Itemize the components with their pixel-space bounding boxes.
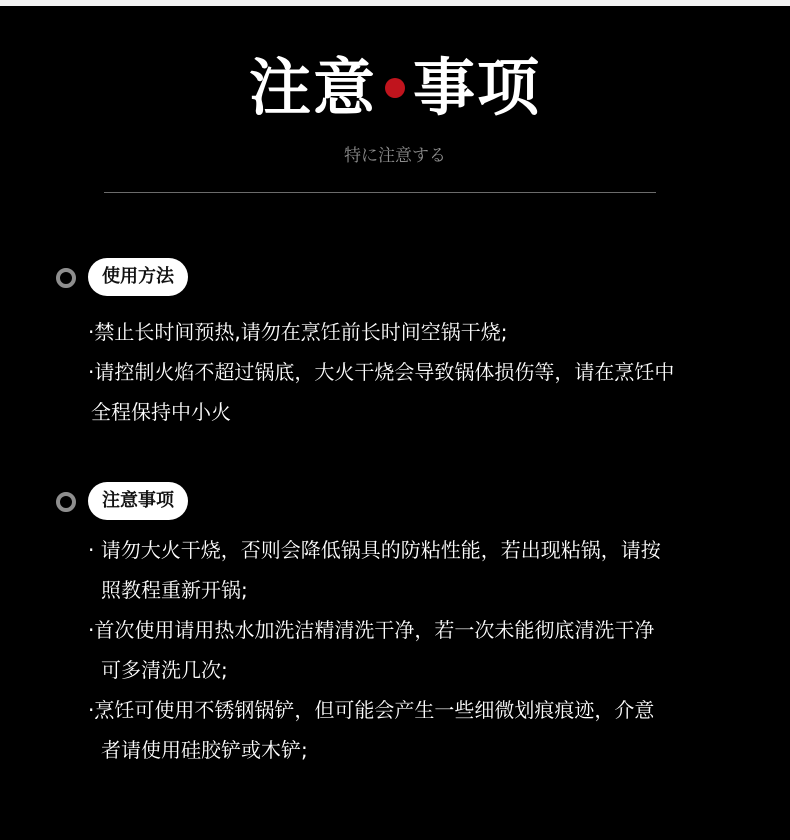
notice-line-5: ·烹饪可使用不锈钢锅铲，但可能会产生一些细微划痕痕迹，介意	[88, 698, 655, 722]
ring-bullet-icon	[56, 492, 76, 512]
ring-bullet-icon	[56, 268, 76, 288]
notice-line-3: ·首次使用请用热水加洗洁精清洗干净，若一次未能彻底清洗干净	[88, 618, 655, 642]
usage-line-2: ·请控制火焰不超过锅底，大火干烧会导致锅体损伤等，请在烹饪中	[88, 360, 675, 384]
section-label-notice: 注意事项	[88, 482, 188, 520]
top-border-strip	[0, 0, 790, 6]
usage-line-1: ·禁止长时间预热,请勿在烹饪前长时间空锅干烧;	[88, 320, 508, 344]
notice-line-2: 照教程重新开锅;	[101, 578, 248, 602]
notice-line-6: 者请使用硅胶铲或木铲;	[101, 738, 308, 762]
header-divider	[104, 192, 656, 193]
notice-line-1: · 请勿大火干烧，否则会降低锅具的防粘性能，若出现粘锅，请按	[88, 538, 661, 562]
title-left: 注意	[248, 51, 377, 124]
page-title	[0, 52, 790, 124]
section-label-usage: 使用方法	[88, 258, 188, 296]
title-right: 事项	[413, 51, 542, 124]
notice-line-4: 可多清洗几次;	[101, 658, 228, 682]
usage-line-3: 全程保持中小火	[91, 400, 231, 424]
red-dot-icon	[385, 78, 405, 98]
page-subtitle: 特に注意する	[344, 146, 446, 166]
